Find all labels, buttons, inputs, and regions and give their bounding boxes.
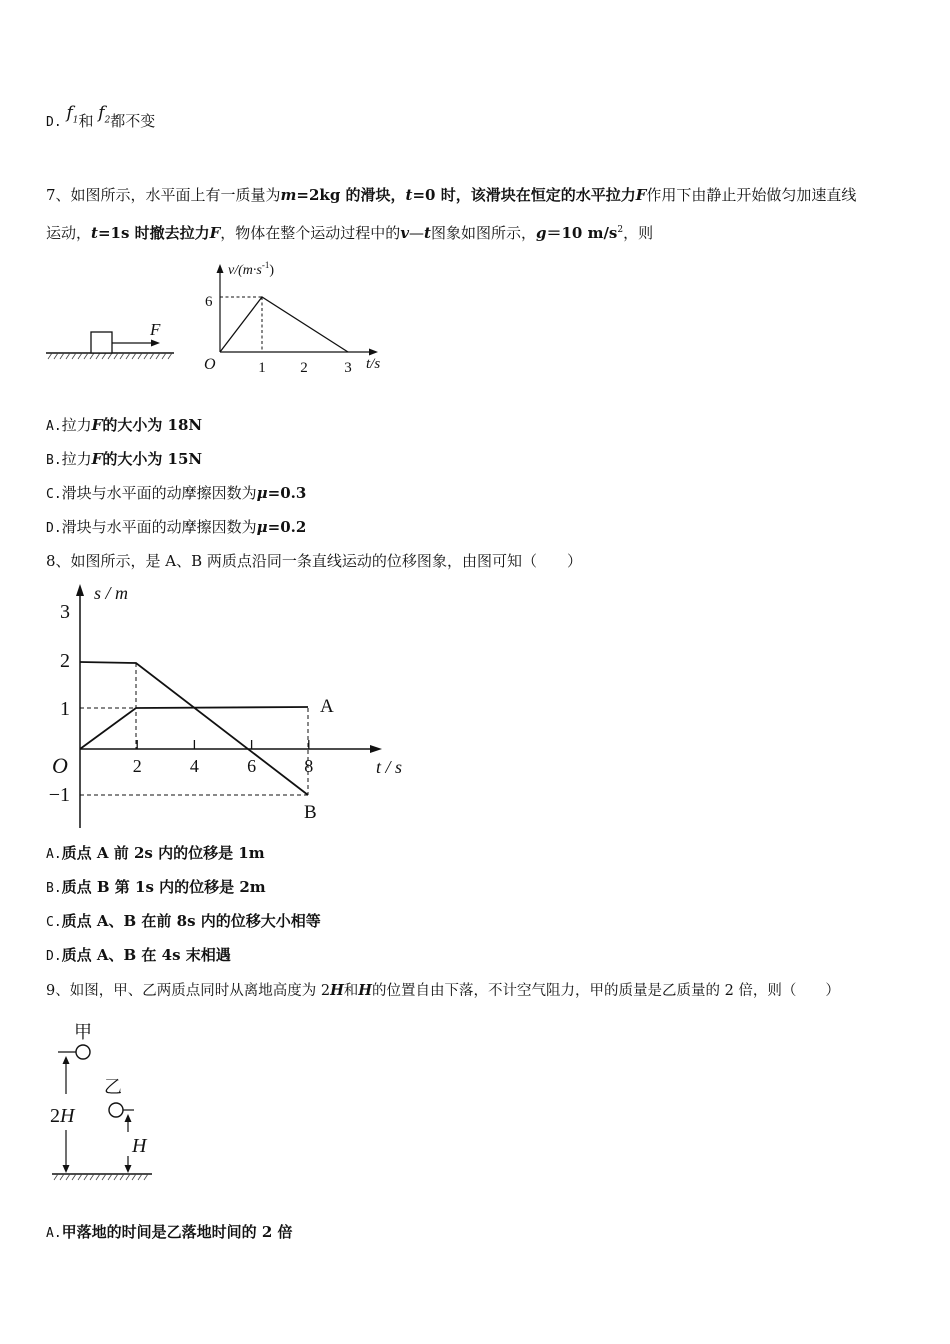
vt-origin-label: O (204, 356, 216, 373)
q7-stem-line2: 运动，t=1s 时撤去拉力F，物体在整个运动过程中的v—t图象如图所示，g＝10 $m/s^2$，则 (46, 224, 654, 242)
vt-chart (196, 256, 396, 381)
slider-block (91, 332, 112, 353)
st-y-tick: 2 (60, 650, 70, 672)
st-x-tick: 2 (132, 756, 142, 776)
q7-stem-line1: 7、如图所示，水平面上有一质量为m=2kg 的滑块，t=0 时，该滑块在恒定的水平拉力F作用下由静止开始做匀加速直线 (46, 186, 857, 204)
ground-hatching (48, 353, 172, 359)
vt-x-tick: 2 (300, 360, 308, 376)
st-y-tick: −1 (48, 784, 70, 806)
st-x-tick: 4 (189, 756, 199, 776)
st-y-axis-label: s / m (94, 583, 129, 603)
q7-option-c[interactable]: C.滑块与水平面的动摩擦因数为μ=0.3 (46, 484, 307, 502)
vt-velocity-line (220, 297, 348, 352)
force-label: F (150, 320, 161, 339)
st-x-tick: 6 (247, 756, 257, 776)
q9-option-a[interactable]: A.甲落地的时间是乙落地时间的 2 倍 (46, 1223, 293, 1241)
option-label: D. (46, 115, 62, 130)
jia-ball (76, 1045, 90, 1059)
height-2h-label: 2H (50, 1105, 75, 1127)
conjunction: 和 (78, 112, 94, 130)
q8-option-a[interactable]: A.质点 A 前 2s 内的位移是 1m (46, 844, 265, 862)
q8-option-c[interactable]: C.质点 A、B 在前 8s 内的位移大小相等 (46, 912, 321, 930)
st-y-tick: 3 (60, 601, 70, 623)
f2-symbol: $f_2$ (98, 103, 111, 126)
st-x-axis-label: t / s (376, 757, 403, 777)
q9-stem: 9、如图，甲、乙两质点同时从离地高度为 2H和H的位置自由下落，不计空气阻力，甲的质量是乙质量的 2 倍，则（ ） (46, 982, 840, 999)
q7-option-a[interactable]: A.拉力F的大小为 18N (46, 416, 203, 434)
vt-y-tick: 6 (205, 294, 213, 310)
yi-ball (109, 1103, 123, 1117)
st-y-tick: 1 (60, 698, 70, 720)
q8-option-d[interactable]: D.质点 A、B 在 4s 末相遇 (46, 946, 231, 964)
st-chart (44, 580, 424, 830)
q6-option-d[interactable] (46, 103, 156, 133)
st-origin-label: O (52, 753, 68, 778)
q7-option-b[interactable]: B.拉力F的大小为 15N (46, 450, 203, 468)
vt-x-tick: 1 (258, 360, 266, 376)
st-x-tick: 8 (304, 756, 314, 776)
yi-label: 乙 (104, 1077, 122, 1097)
block-on-surface-figure (44, 315, 184, 365)
q8-option-b[interactable]: B.质点 B 第 1s 内的位移是 2m (46, 878, 266, 896)
q8-stem: 8、如图所示，是 A、B 两质点沿同一条直线运动的位移图象，由图可知（ ） (46, 552, 582, 570)
ground-hatching (54, 1174, 148, 1180)
series-a-label: A (320, 696, 334, 717)
jia-label: 甲 (74, 1022, 92, 1042)
free-fall-figure (44, 1018, 174, 1188)
vt-x-tick: 3 (344, 360, 352, 376)
q7-option-d[interactable]: D.滑块与水平面的动摩擦因数为μ=0.2 (46, 518, 307, 536)
force-arrowhead (151, 340, 160, 347)
vt-x-axis-label: t/s (366, 356, 381, 372)
height-h-label: H (132, 1135, 147, 1157)
vt-y-axis-label: $v/(m\cdot s^{-1})$ (228, 260, 274, 278)
series-b-label: B (304, 802, 317, 823)
f1-symbol: $f_1$ (66, 103, 79, 126)
option-text: 都不变 (110, 112, 156, 130)
